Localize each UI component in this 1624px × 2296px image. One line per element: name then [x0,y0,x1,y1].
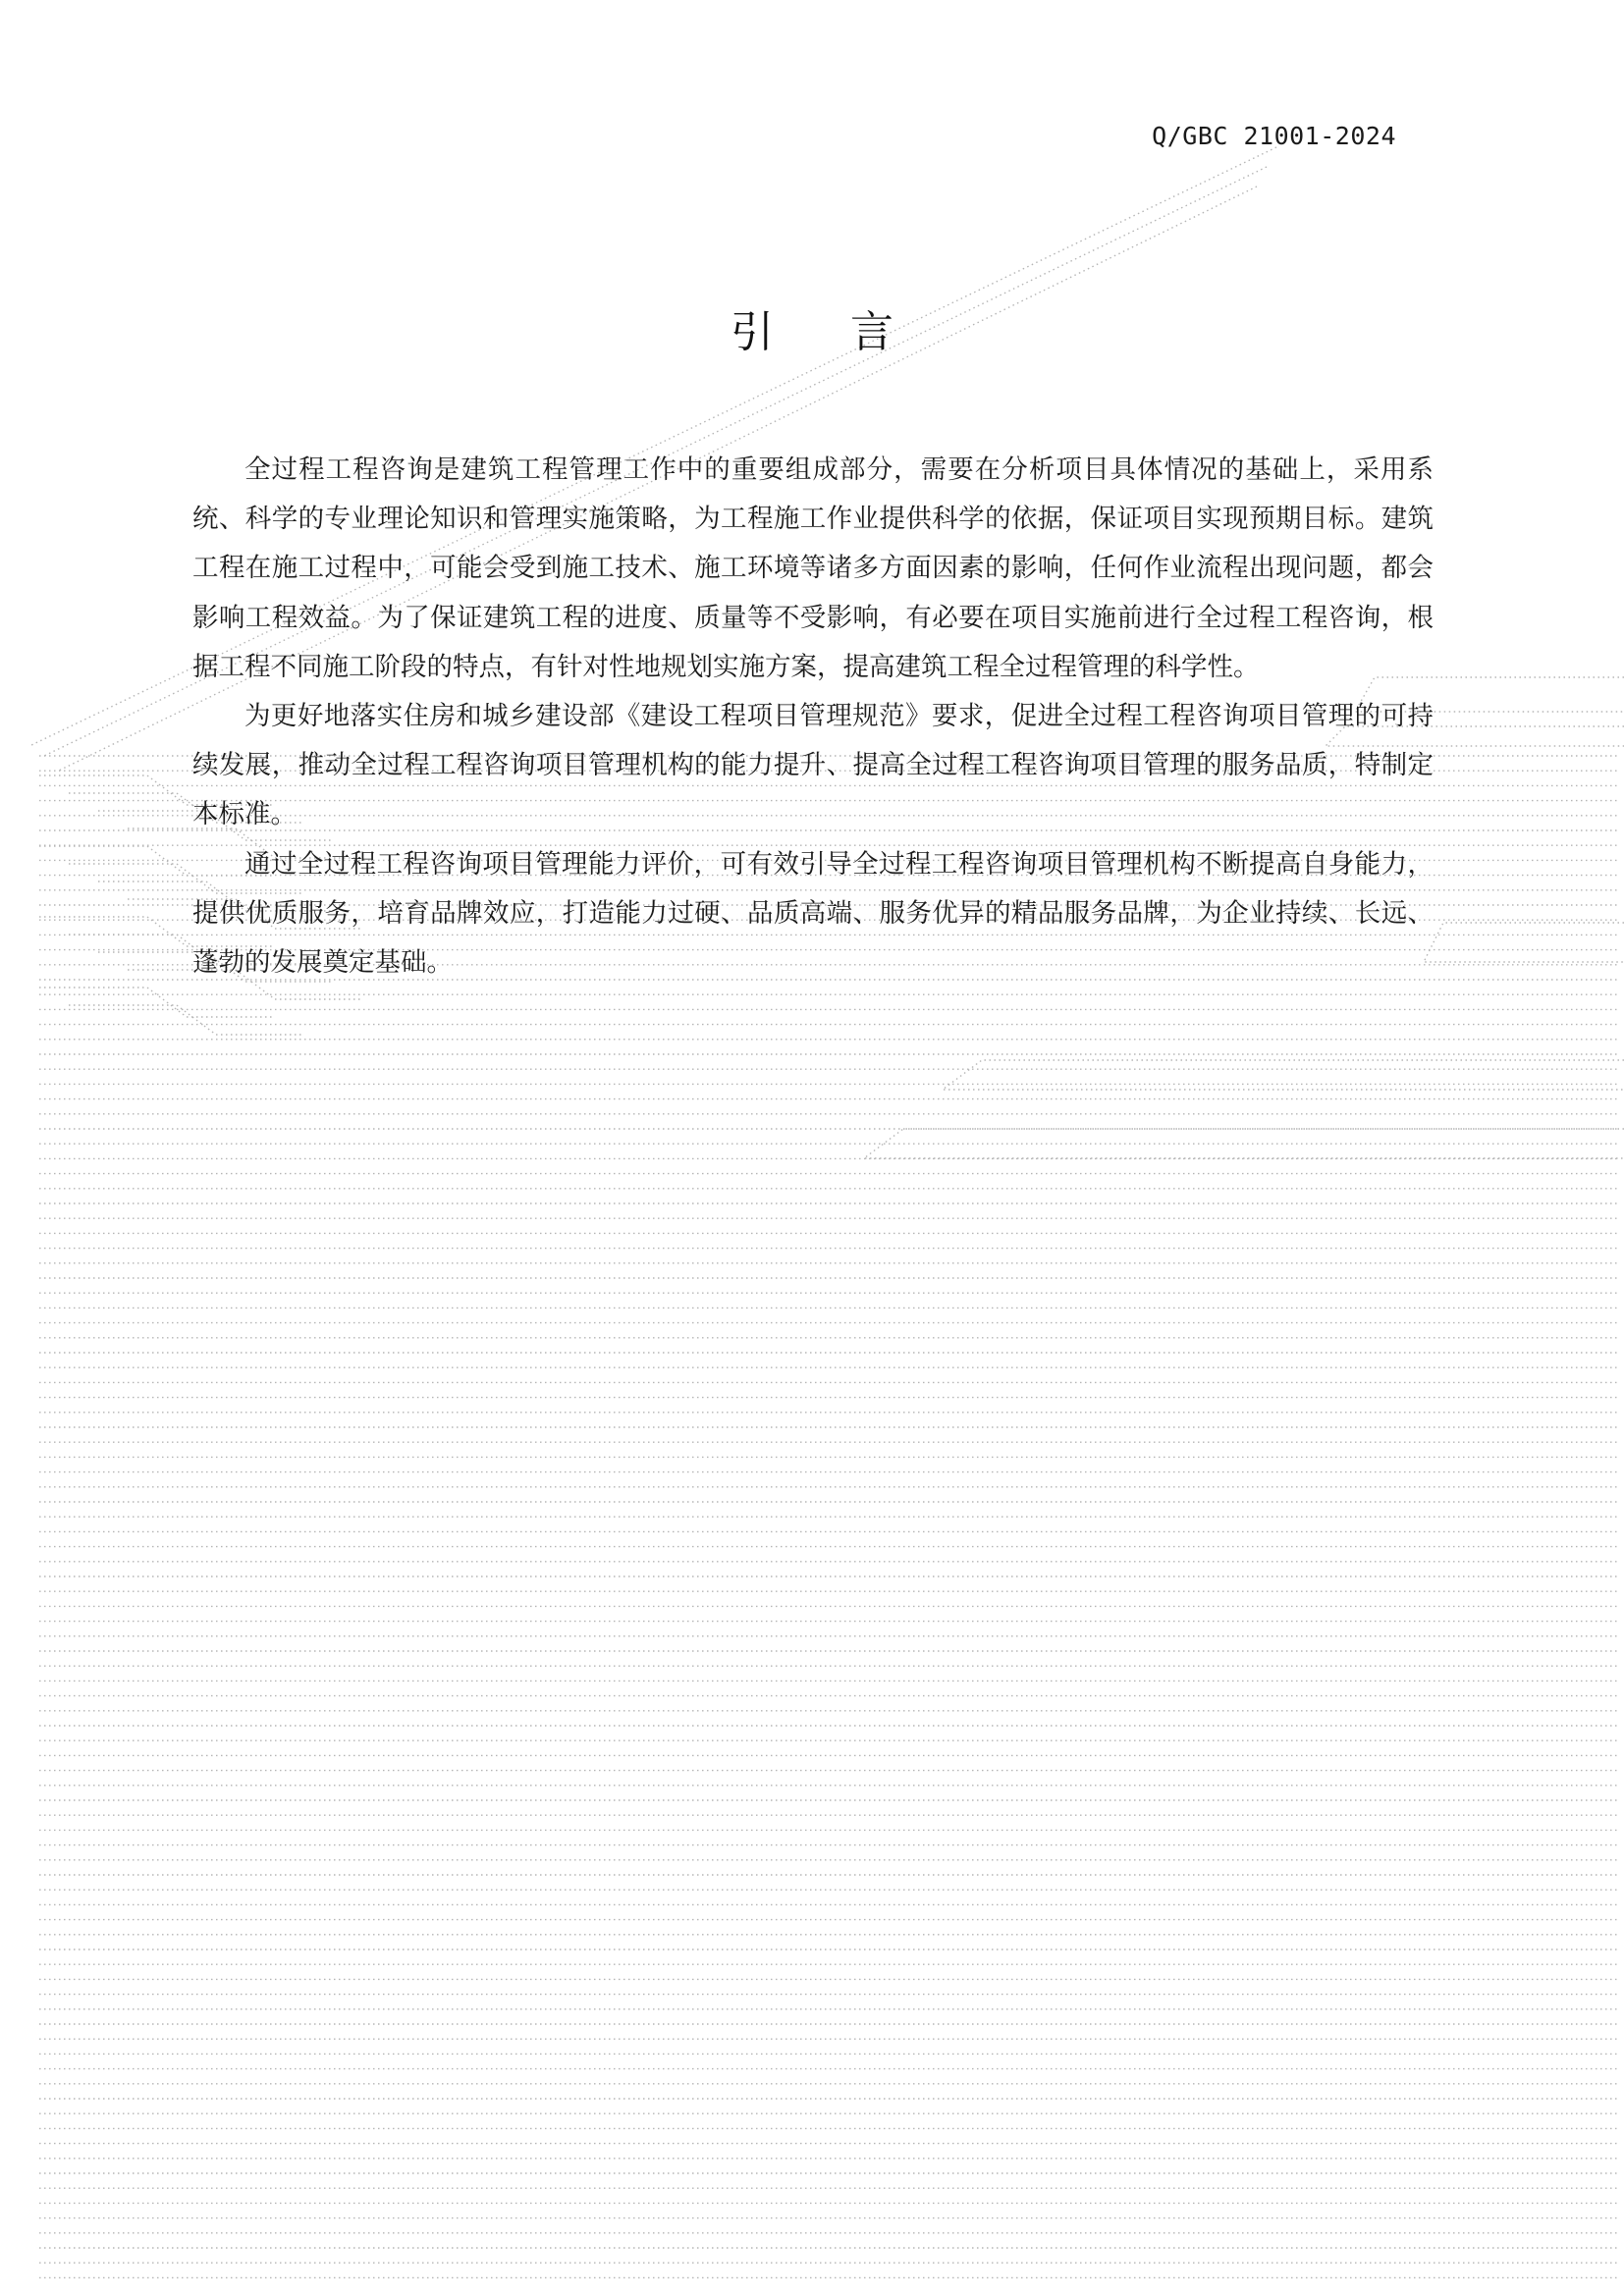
document-code: Q/GBC 21001-2024 [1152,122,1396,150]
paragraph-1: 全过程工程咨询是建筑工程管理工作中的重要组成部分，需要在分析项目具体情况的基础上，采用系统、科学的专业理论知识和管理实施策略，为工程施工作业提供科学的依据，保证项目实现预期目标。建筑工程在施工过程中，可能会受到施工技术、施工环境等诸多方面因素的影响，任何作业流程出现问题，都会影响工程效益。为了保证建筑工程的进度、质量等不受影响，有必要在项目实施前进行全过程工程咨询，根据工程不同施工阶段的特点，有针对性地规划实施方案，提高建筑工程全过程管理的科学性。 [192,454,1434,682]
watermark-path [943,1060,1624,1090]
paragraph-3: 通过全过程工程咨询项目管理能力评价，可有效引导全过程工程咨询项目管理机构不断提高自身能力，提供优质服务，培育品牌效应，打造能力过硬、品质高端、服务优异的精品服务品牌，为企业持续、长远、蓬勃的发展奠定基础。 [192,848,1434,979]
watermark-path [864,1129,1624,1158]
watermark-path [1424,923,1624,962]
section-title: 引言 [731,307,970,357]
paragraph-2: 为更好地落实住房和城乡建设部《建设工程项目管理规范》要求，促进全过程工程咨询项目管理的可持续发展，推动全过程工程咨询项目管理机构的能力提升、提高全过程工程咨询项目管理的服务品质，特制定本标准。 [192,701,1434,830]
body-text [192,446,1434,988]
watermark-path [39,988,275,1017]
watermark-path [69,1005,304,1035]
